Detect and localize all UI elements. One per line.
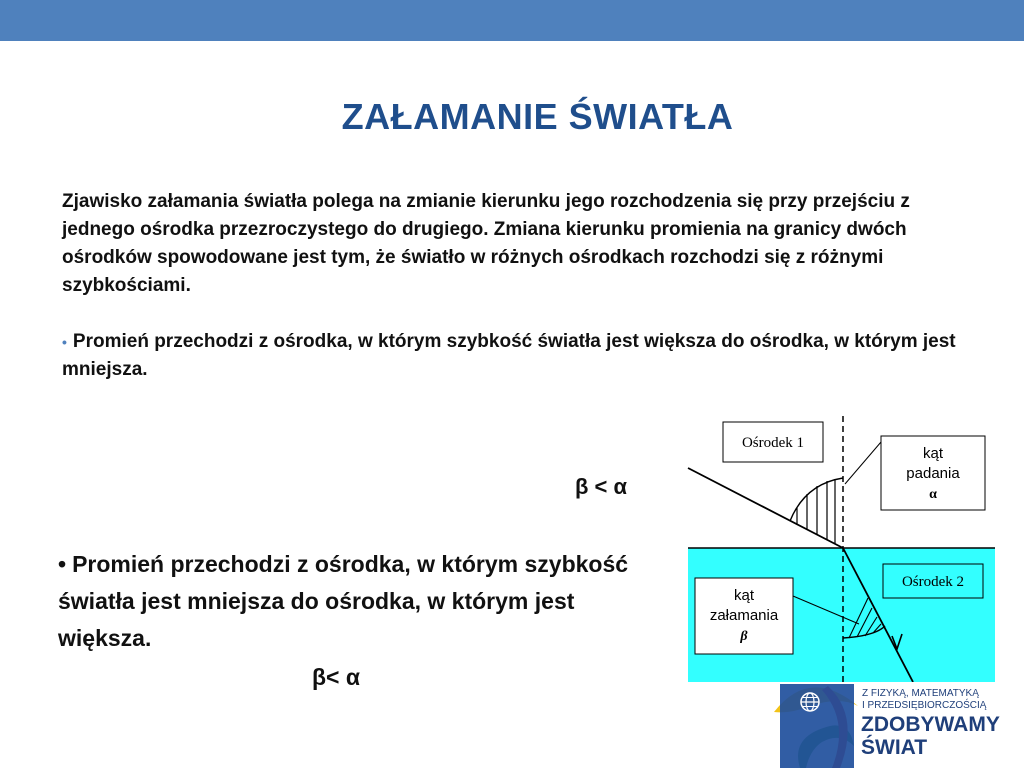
incidence-label-line2: padania (906, 465, 960, 482)
intro-paragraph: Zjawisko załamania światła polega na zmianie kierunku jego rozchodzenia się przy przejściu z jednego ośrodka przezroczystego do drugiego. Zmiana kierunku promienia na granicy dwóch ośrodków spowodowane jest tym, że światło w różnych ośrodkach rozchodzi się z różnymi szybkościami. (62, 191, 910, 296)
refraction-label-line2: załamania (709, 607, 779, 624)
incidence-symbol: α (929, 487, 937, 502)
refraction-label-line1: kąt (733, 587, 755, 604)
logo-line1: Z FIZYKĄ, MATEMATYKĄ (862, 688, 979, 699)
incidence-pointer (845, 442, 881, 484)
bullet-2-text: Promień przechodzi z ośrodka, w którym szybkość światła jest mniejsza do ośrodka, w którym jest większa. (58, 551, 629, 651)
bullet-1-text: Promień przechodzi z ośrodka, w którym szybkość światła jest większa do ośrodka, w którym jest mniejsza. (62, 331, 956, 381)
top-accent-bar (0, 0, 1024, 41)
medium-2-label: Ośrodek 2 (901, 574, 965, 590)
incident-ray (688, 468, 843, 548)
logo-line4: ŚWIAT (861, 736, 928, 759)
incidence-label-line1: kąt (922, 445, 944, 462)
refraction-symbol: β (740, 629, 748, 644)
bullet-point-2 (58, 546, 633, 657)
logo-line3: ZDOBYWAMY (861, 713, 1000, 736)
bullet-dot: • (62, 334, 67, 350)
bullet-dot: • (58, 551, 67, 577)
angle-relation-2: β< α (312, 664, 360, 690)
logo-line2: I PRZEDSIĘBIORCZOŚCIĄ (862, 700, 987, 711)
slide-title: ZAŁAMANIE ŚWIATŁA (341, 96, 734, 137)
bullet-point-1 (62, 328, 962, 384)
medium-1-label: Ośrodek 1 (741, 435, 805, 451)
angle-relation-1: β < α (575, 474, 628, 499)
project-logo (770, 676, 1024, 768)
refraction-diagram (685, 412, 995, 682)
